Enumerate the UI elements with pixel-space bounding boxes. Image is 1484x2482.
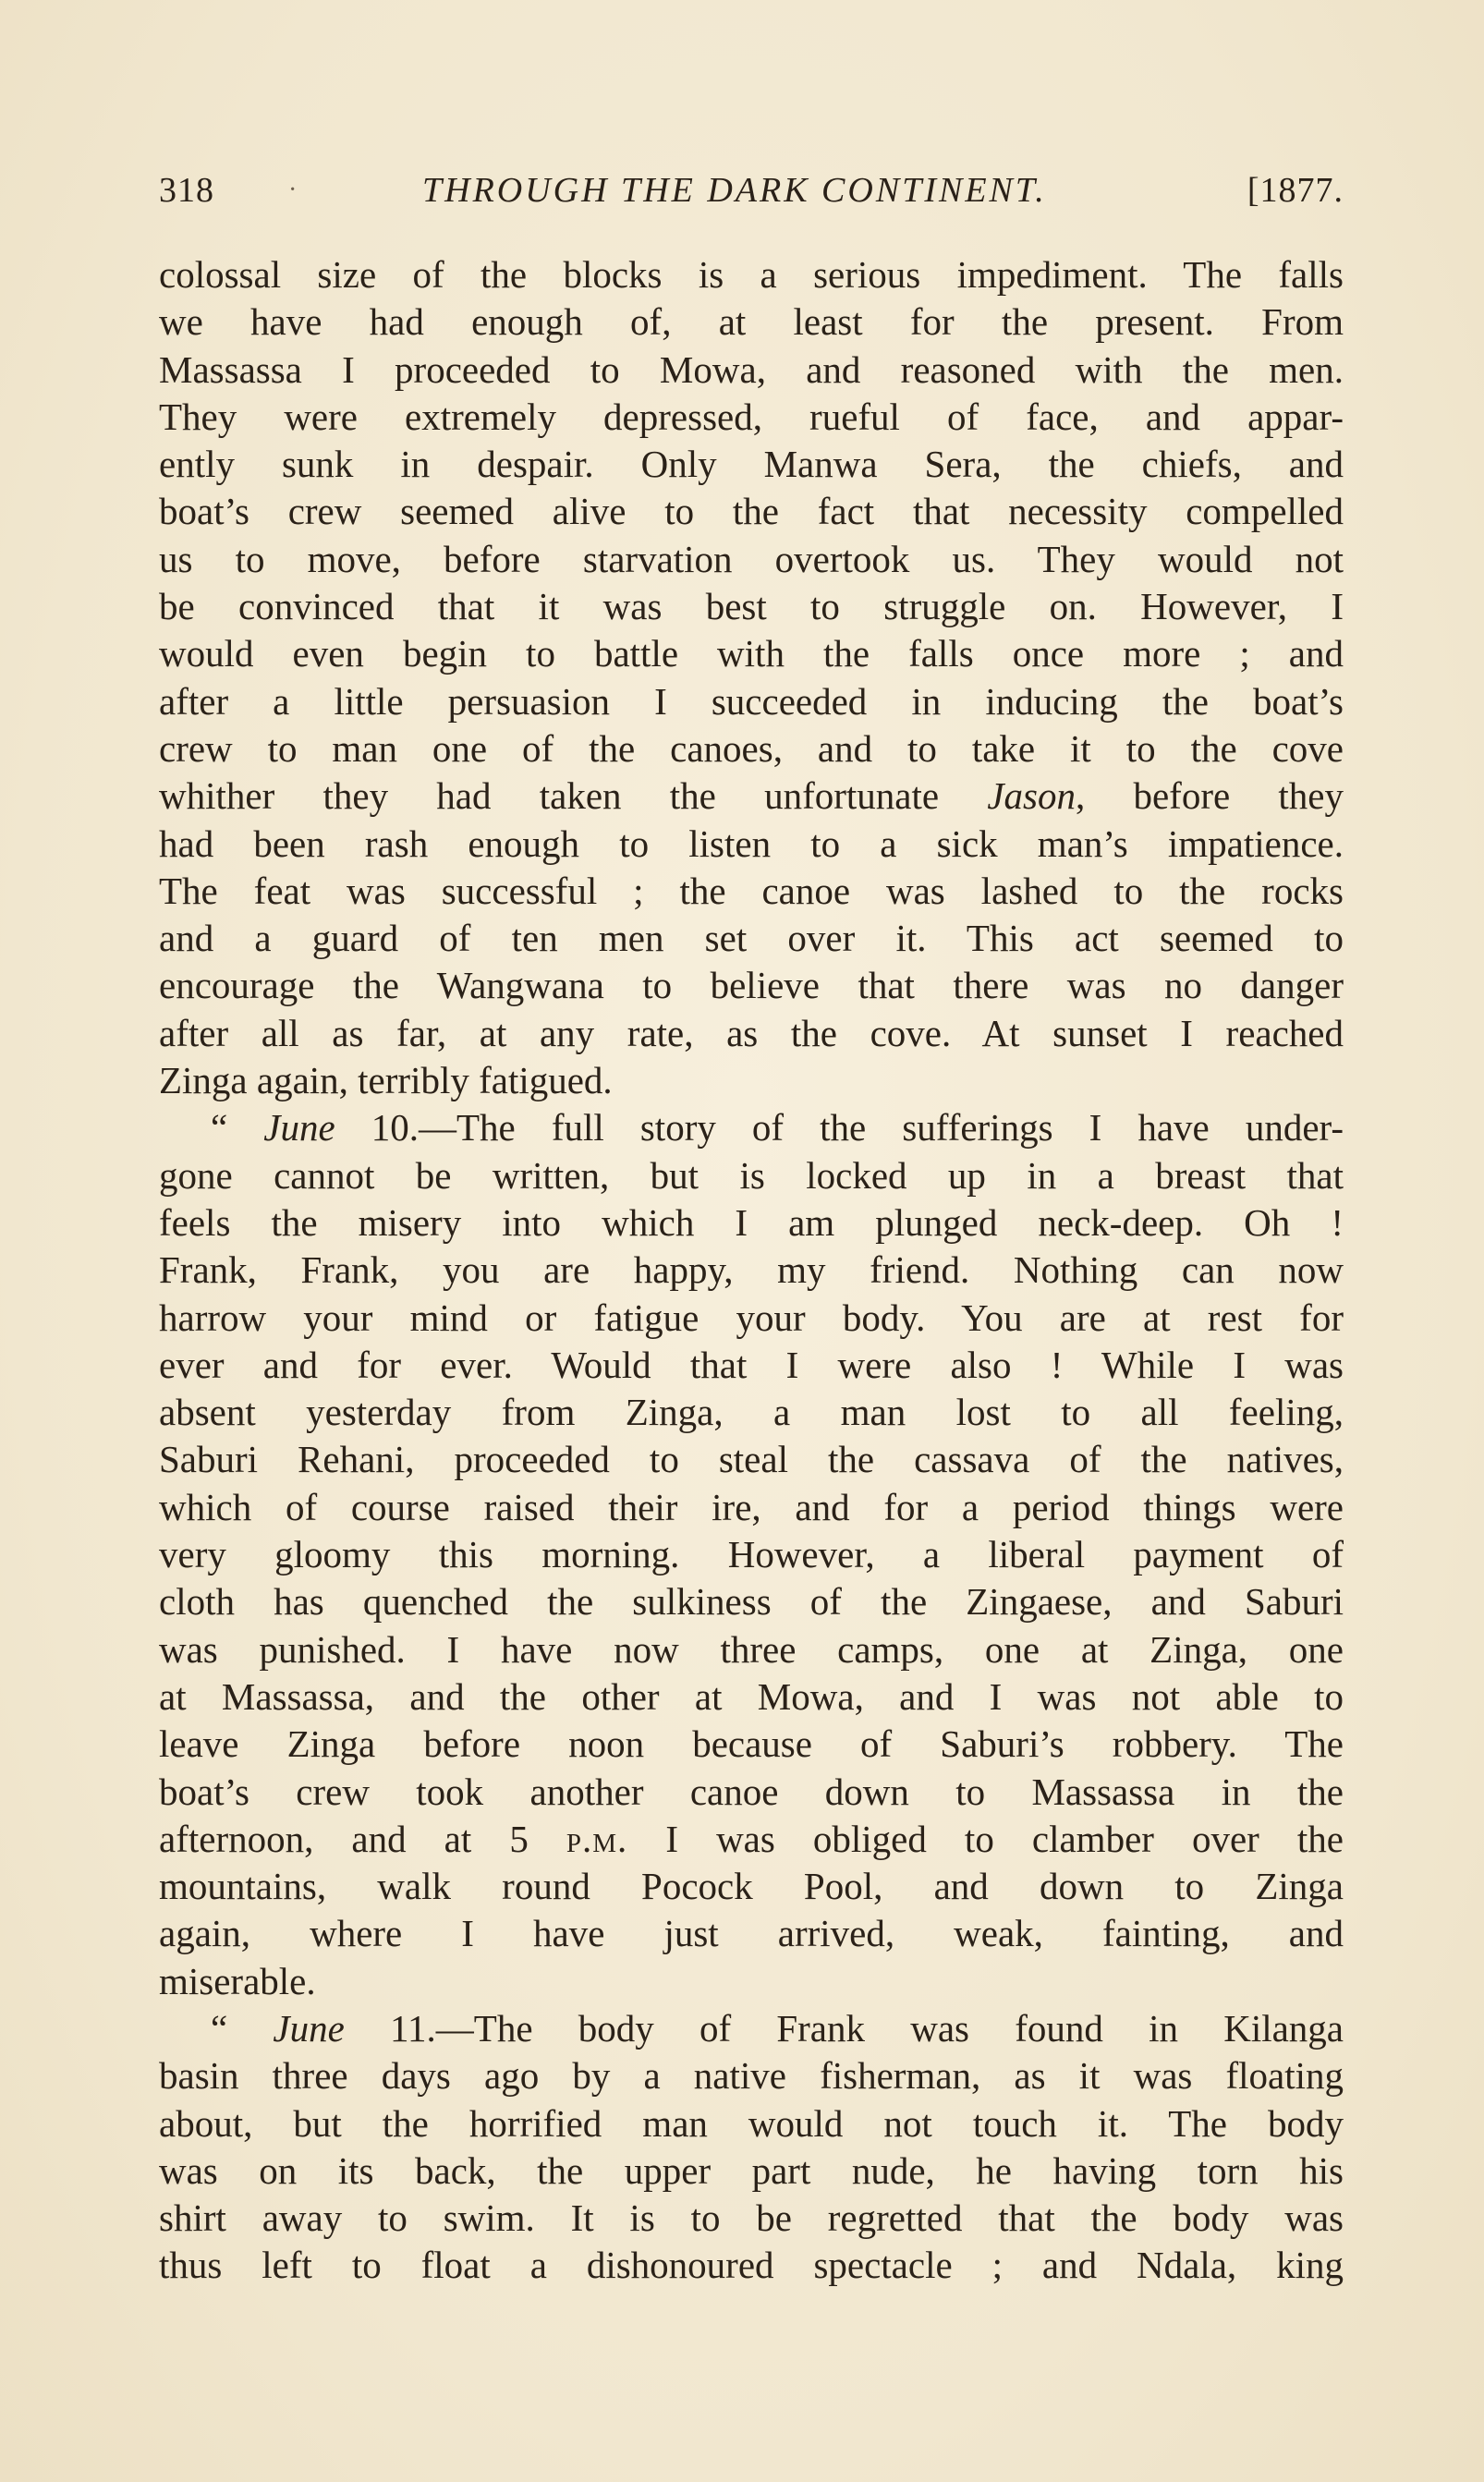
text-line: and a guard of ten men set over it. This act seemed to — [159, 917, 1344, 960]
text-line: basin three days ago by a native fisherman, as it was floating — [159, 2054, 1344, 2098]
text-line: Zinga again, terribly fatigued. — [159, 1059, 613, 1102]
text-line — [159, 2005, 1344, 2052]
paragraph-2-journal-june-10 — [159, 1104, 1344, 2005]
text-line — [159, 773, 1344, 820]
text-segment: afternoon, and at 5 — [159, 1817, 566, 1860]
text-line: about, but the horrified man would not touch it. The body — [159, 2101, 1344, 2145]
text-line: Saburi Rehani, proceeded to steal the cassava of the natives, — [159, 1438, 1344, 1481]
text-line: was on its back, the upper part nude, he having torn his — [159, 2148, 1344, 2192]
quote-mark: “ — [211, 1106, 264, 1150]
running-title: THROUGH THE DARK CONTINENT. — [422, 171, 1047, 210]
text-line: cloth has quenched the sulkiness of the Zingaese, and Saburi — [159, 1580, 1344, 1624]
text-line — [159, 1104, 1344, 1151]
text-line: boat’s crew seemed alive to the fact that necessity compelled — [159, 490, 1344, 533]
text-line: crew to man one of the canoes, and to take it to the cove — [159, 726, 1344, 770]
text-line: at Massassa, and the other at Mowa, and I was not able to — [159, 1674, 1344, 1718]
time-pm: p.m. — [566, 1817, 628, 1860]
journal-date-month: June — [263, 1106, 335, 1150]
text-segment: whither they had taken the unfortunate — [159, 774, 988, 818]
text-line: The feat was successful ; the canoe was lashed to the rocks — [159, 869, 1344, 912]
text-line: was punished. I have now three camps, one at Zinga, one — [159, 1627, 1344, 1671]
text-line: would even begin to battle with the falls once more ; and — [159, 632, 1344, 675]
text-line: again, where I have just arrived, weak, fainting, and — [159, 1912, 1344, 1955]
text-line: us to move, before starvation overtook us. They would not — [159, 537, 1344, 580]
page-number: 318 — [159, 171, 214, 210]
text-segment: 10.—The full story of the sufferings I have under- — [335, 1106, 1344, 1150]
text-line: after all as far, at any rate, as the cove. At sunset I reached — [159, 1011, 1344, 1054]
text-segment: , before they — [1075, 774, 1344, 818]
text-line: They were extremely depressed, rueful of face, and appar- — [159, 395, 1344, 438]
running-head-year: [1877. — [1247, 171, 1344, 210]
body-text — [159, 251, 1344, 2290]
text-segment: I was obliged to clamber over the — [627, 1817, 1344, 1860]
paragraph-3-journal-june-11 — [159, 2005, 1344, 2290]
text-line: very gloomy this morning. However, a liberal payment of — [159, 1533, 1344, 1576]
running-head — [159, 163, 1344, 218]
head-separator-dot: · — [288, 176, 298, 204]
text-line: thus left to float a dishonoured spectacle ; and Ndala, king — [159, 2244, 1344, 2287]
text-line: encourage the Wangwana to believe that there was no danger — [159, 964, 1344, 1007]
text-line: we have had enough of, at least for the present. From — [159, 300, 1344, 344]
text-line: mountains, walk round Pocock Pool, and down to Zinga — [159, 1865, 1344, 1908]
text-segment: 11.—The body of Frank was found in Kilanga — [344, 2006, 1344, 2050]
text-line: absent yesterday from Zinga, a man lost to all feeling, — [159, 1391, 1344, 1434]
text-line: miserable. — [159, 1959, 316, 2002]
text-line: shirt away to swim. It is to be regretted that the body was — [159, 2196, 1344, 2240]
text-line: Frank, Frank, you are happy, my friend. Nothing can now — [159, 1248, 1344, 1292]
text-line — [159, 1816, 1344, 1863]
text-line: after a little persuasion I succeeded in inducing the boat’s — [159, 679, 1344, 723]
text-line: ently sunk in despair. Only Manwa Sera, the chiefs, and — [159, 443, 1344, 486]
text-line: which of course raised their ire, and for a period things were — [159, 1485, 1344, 1528]
text-line: boat’s crew took another canoe down to Massassa in the — [159, 1770, 1344, 1813]
journal-date-month: June — [273, 2006, 345, 2050]
text-line: gone cannot be written, but is locked up in a breast that — [159, 1153, 1344, 1197]
text-line: feels the misery into which I am plunged neck-deep. Oh ! — [159, 1200, 1344, 1244]
text-line: ever and for ever. Would that I were also ! While I was — [159, 1343, 1344, 1386]
text-line: had been rash enough to listen to a sick man’s impatience. — [159, 821, 1344, 865]
ship-name-jason: Jason — [987, 774, 1076, 818]
text-line: colossal size of the blocks is a serious impediment. The falls — [159, 253, 1344, 296]
paragraph-1 — [159, 251, 1344, 1104]
text-line: be convinced that it was best to struggle on. However, I — [159, 585, 1344, 628]
text-line: harrow your mind or fatigue your body. You are at rest for — [159, 1296, 1344, 1339]
quote-mark: “ — [211, 2006, 274, 2050]
text-line: Massassa I proceeded to Mowa, and reasoned with the men. — [159, 347, 1344, 391]
text-line: leave Zinga before noon because of Saburi’s robbery. The — [159, 1722, 1344, 1766]
